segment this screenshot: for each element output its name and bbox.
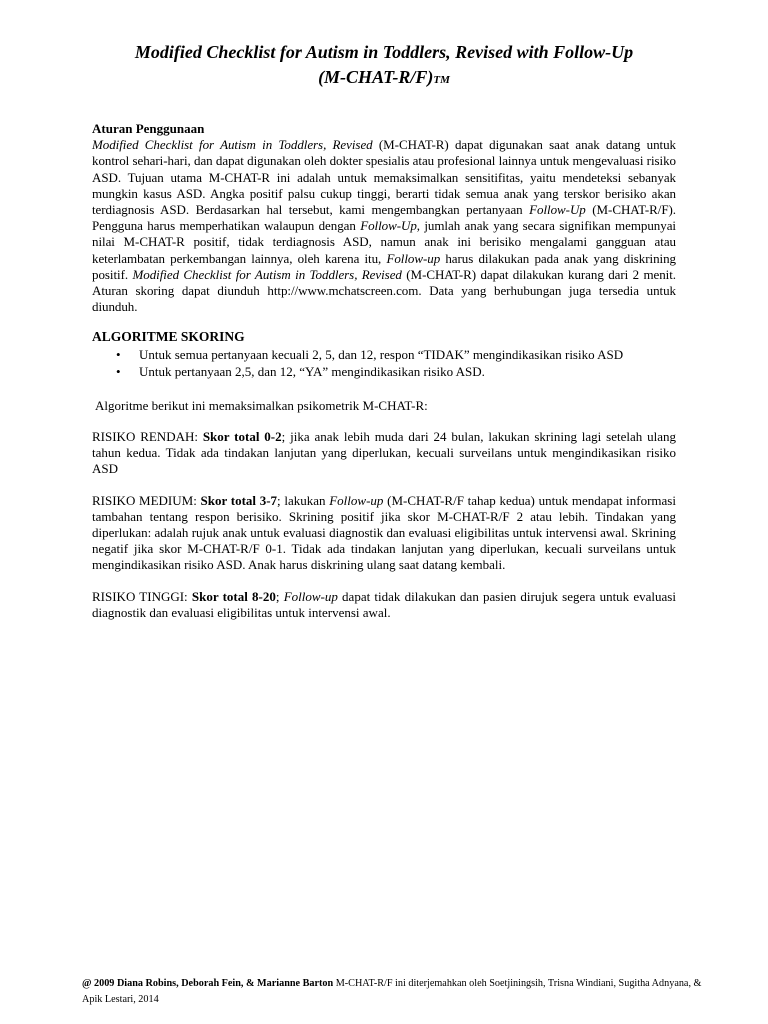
document-title xyxy=(92,40,676,93)
document-page xyxy=(92,40,676,621)
risk-high-score: Skor total 8-20 xyxy=(191,588,276,604)
risk-medium-paragraph: RISIKO MEDIUM: Skor total 3-7; lakukan Follow-up (M-CHAT-R/F tahap kedua) untuk mendapat informasi tambahan tentang respon berisiko. Skrining positif jika skor M-CHAT-R/F 2 atau lebih. Tindakan yang diperlukan: adalah rujuk anak untuk evaluasi diagnostik dan evaluasi eligibilitas untuk intervensi awal. Skrining negatif jika skor M-CHAT-R/F 0-1. Tidak ada tindakan lanjutan yang diperlukan, kecuali surveilans untuk mengindikasikan risiko ASD. Anak harus diskrining ulang saat datang kembali. xyxy=(92,492,676,573)
list-item: • Untuk pertanyaan 2,5, dan 12, “YA” mengindikasikan risiko ASD. xyxy=(116,363,485,379)
algorithm-bullet-list xyxy=(92,347,676,379)
risk-low-score: Skor total 0-2 xyxy=(202,429,282,445)
risk-low-paragraph: RISIKO RENDAH: Skor total 0-2; jika anak lebih muda dari 24 bulan, lakukan skrining lagi setelah ulang tahun kedua. Tidak ada tindakan lanjutan yang diperlukan, kecuali surveilans untuk mengindikasikan risiko ASD xyxy=(92,429,676,477)
bullet-icon: • xyxy=(116,363,121,379)
algorithm-intro: Algoritme berikut ini memaksimalkan psikometrik M-CHAT-R: xyxy=(95,397,428,413)
algorithm-heading: ALGORITME SKORING xyxy=(92,329,245,345)
trademark-mark: TM xyxy=(433,74,450,86)
bullet-icon: • xyxy=(116,347,121,363)
usage-paragraph: Modified Checklist for Autism in Toddlers, Revised (M-CHAT-R) dapat digunakan saat anak datang untuk kontrol sehari-hari, dan dapat digunakan oleh dokter spesialis atau profesional lainnya untuk mengevaluasi risiko ASD. Tujuan utama M-CHAT-R ini adalah untuk memaksimalkan sensitifitas, yaitu mendeteksi sebanyak mungkin kasus ASD. Angka positif palsu cukup tinggi, berarti tidak semua anak yang terskor berisiko akan terdiagnosis ASD. Berdasarkan hal tersebut, kami mengembangkan pertanyaan Follow-Up (M-CHAT-R/F). Pengguna harus memperhatikan walaupun dengan Follow-Up, jumlah anak yang secara signifikan mempunyai nilai M-CHAT-R positif, tidak terdiagnosis ASD, namun anak ini berisiko mengalami gangguan atau keterlambatan perkembangan lainnya, oleh karena itu, Follow-up harus dilakukan pada anak yang diskrining positif. Modified Checklist for Autism in Toddlers, Revised (M-CHAT-R) dapat dilakukan kurang dari 2 menit. Aturan skoring dapat diunduh http://www.mchatscreen.com. Data yang berhubungan juga tersedia untuk diunduh. xyxy=(92,137,677,315)
title-line-1: Modified Checklist for Autism in Toddlers, Revised with Follow-Up xyxy=(134,42,634,62)
risk-medium-score: Skor total 3-7 xyxy=(200,492,278,508)
title-line-2: (M-CHAT-R/F) xyxy=(318,67,434,87)
list-item: • Untuk semua pertanyaan kecuali 2, 5, dan 12, respon “TIDAK” mengindikasikan risiko ASD xyxy=(116,347,624,363)
risk-high-paragraph: RISIKO TINGGI: Skor total 8-20; Follow-up dapat tidak dilakukan dan pasien dirujuk segera untuk evaluasi diagnostik dan evaluasi eligibilitas untuk intervensi awal. xyxy=(92,588,676,620)
usage-heading: Aturan Penggunaan xyxy=(92,121,205,136)
copyright-footer: @ 2009 Diana Robins, Deborah Fein, & Marianne Barton M-CHAT-R/F ini diterjemahkan oleh Soetjiningsih, Trisna Windiani, Sugitha Adnyana, & Apik Lestari, 2014 xyxy=(82,978,702,1005)
